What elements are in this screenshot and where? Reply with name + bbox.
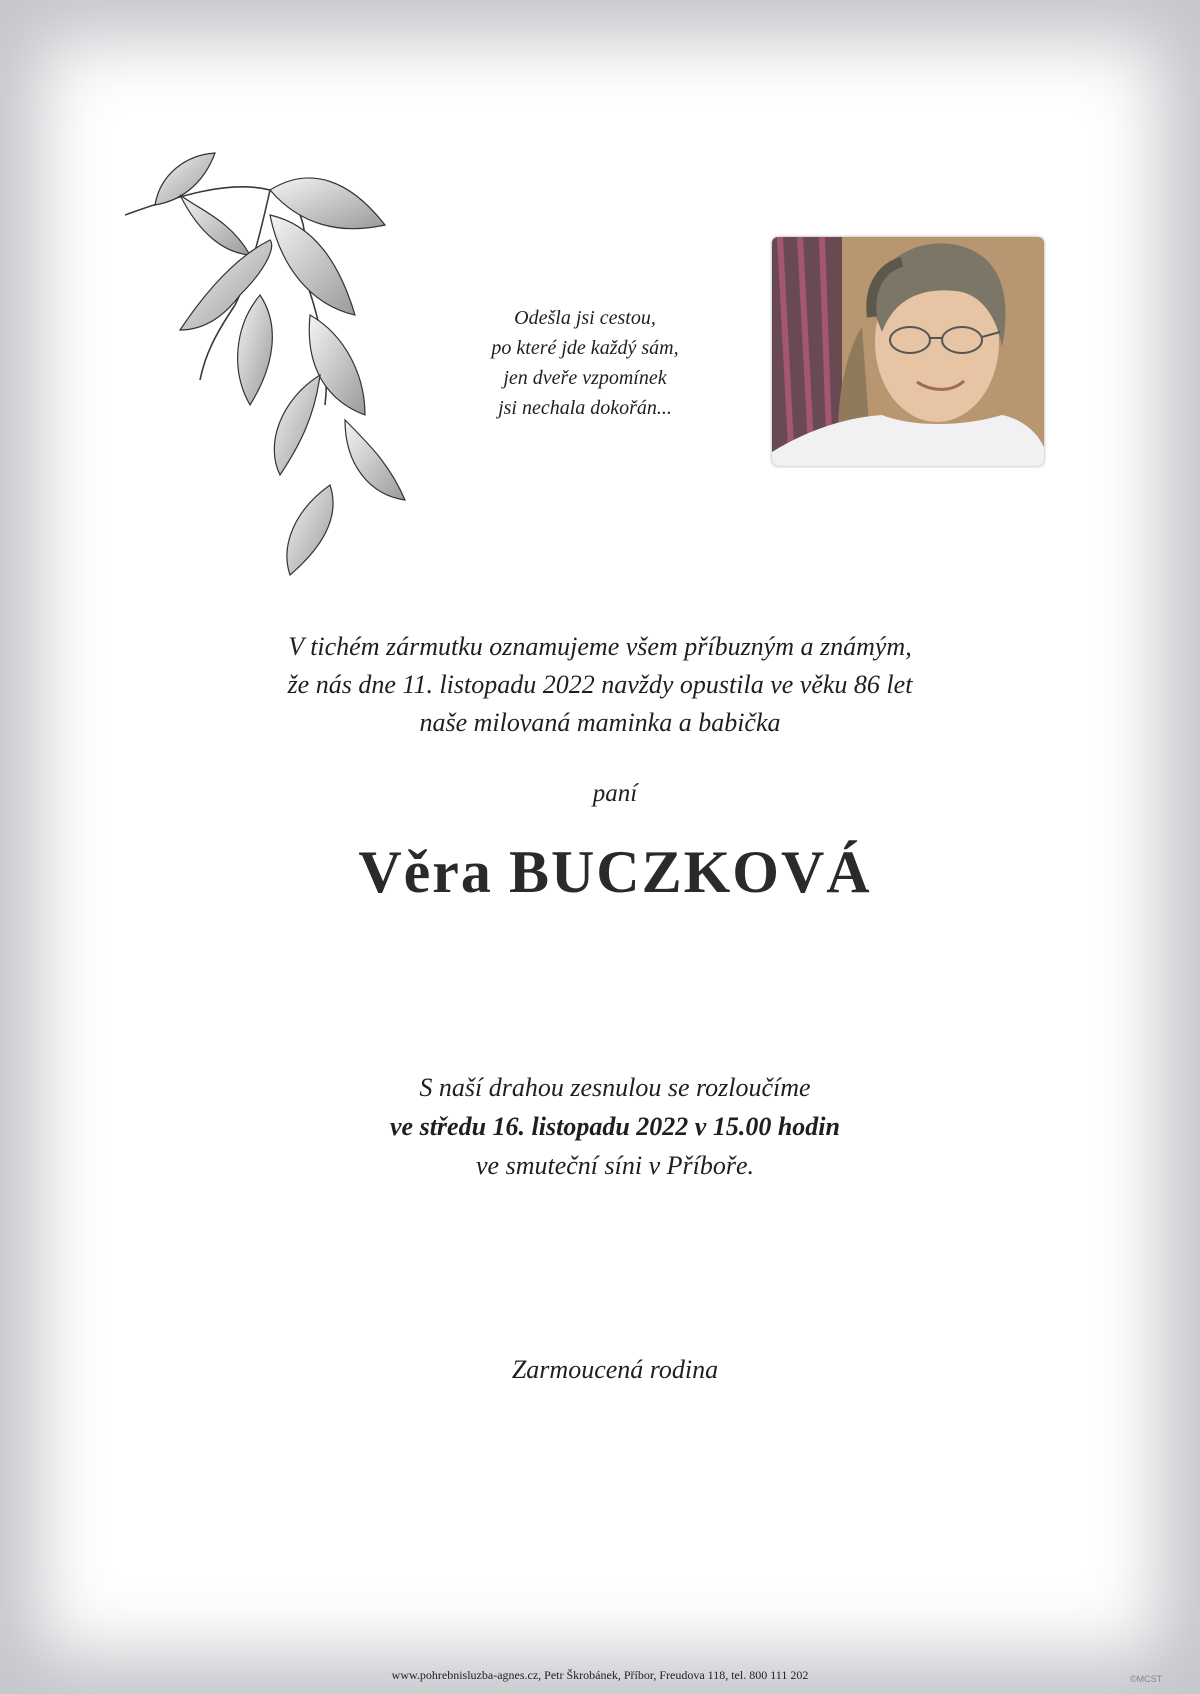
poem-line: Odešla jsi cestou, bbox=[514, 307, 656, 329]
poem-line: po které jde každý sám, bbox=[491, 337, 679, 359]
poem-line: jen dveře vzpomínek bbox=[503, 367, 667, 389]
announcement-line: V tichém zármutku oznamujeme všem příbuzným a známým, bbox=[288, 632, 912, 661]
announcement-text bbox=[150, 628, 1050, 742]
farewell-date: ve středu 16. listopadu 2022 v 15.00 hodin bbox=[390, 1112, 840, 1141]
farewell-text bbox=[200, 1068, 1030, 1185]
honorific: paní bbox=[592, 780, 638, 807]
signoff: Zarmoucená rodina bbox=[511, 1355, 719, 1384]
footer-contact: www.pohrebnisluzba-agnes.cz, Petr Škrobánek, Příbor, Freudova 118, tel. 800 111 202 bbox=[391, 1668, 809, 1682]
deceased-name bbox=[150, 838, 1080, 907]
announcement-line: že nás dne 11. listopadu 2022 navždy opustila ve věku 86 let bbox=[287, 670, 913, 699]
leaf-branch-illustration bbox=[120, 145, 440, 605]
portrait-photo bbox=[772, 237, 1044, 466]
watermark: ©MCST bbox=[1130, 1674, 1163, 1684]
last-name: BUCZKOVÁ bbox=[508, 839, 872, 905]
farewell-line: S naší drahou zesnulou se rozloučíme bbox=[419, 1073, 811, 1102]
farewell-place: ve smuteční síni v Příboře. bbox=[476, 1151, 754, 1180]
first-name: Věra bbox=[358, 839, 493, 905]
announcement-line: naše milovaná maminka a babička bbox=[419, 708, 781, 737]
poem-line: jsi nechala dokořán... bbox=[498, 397, 672, 419]
poem bbox=[452, 303, 718, 423]
